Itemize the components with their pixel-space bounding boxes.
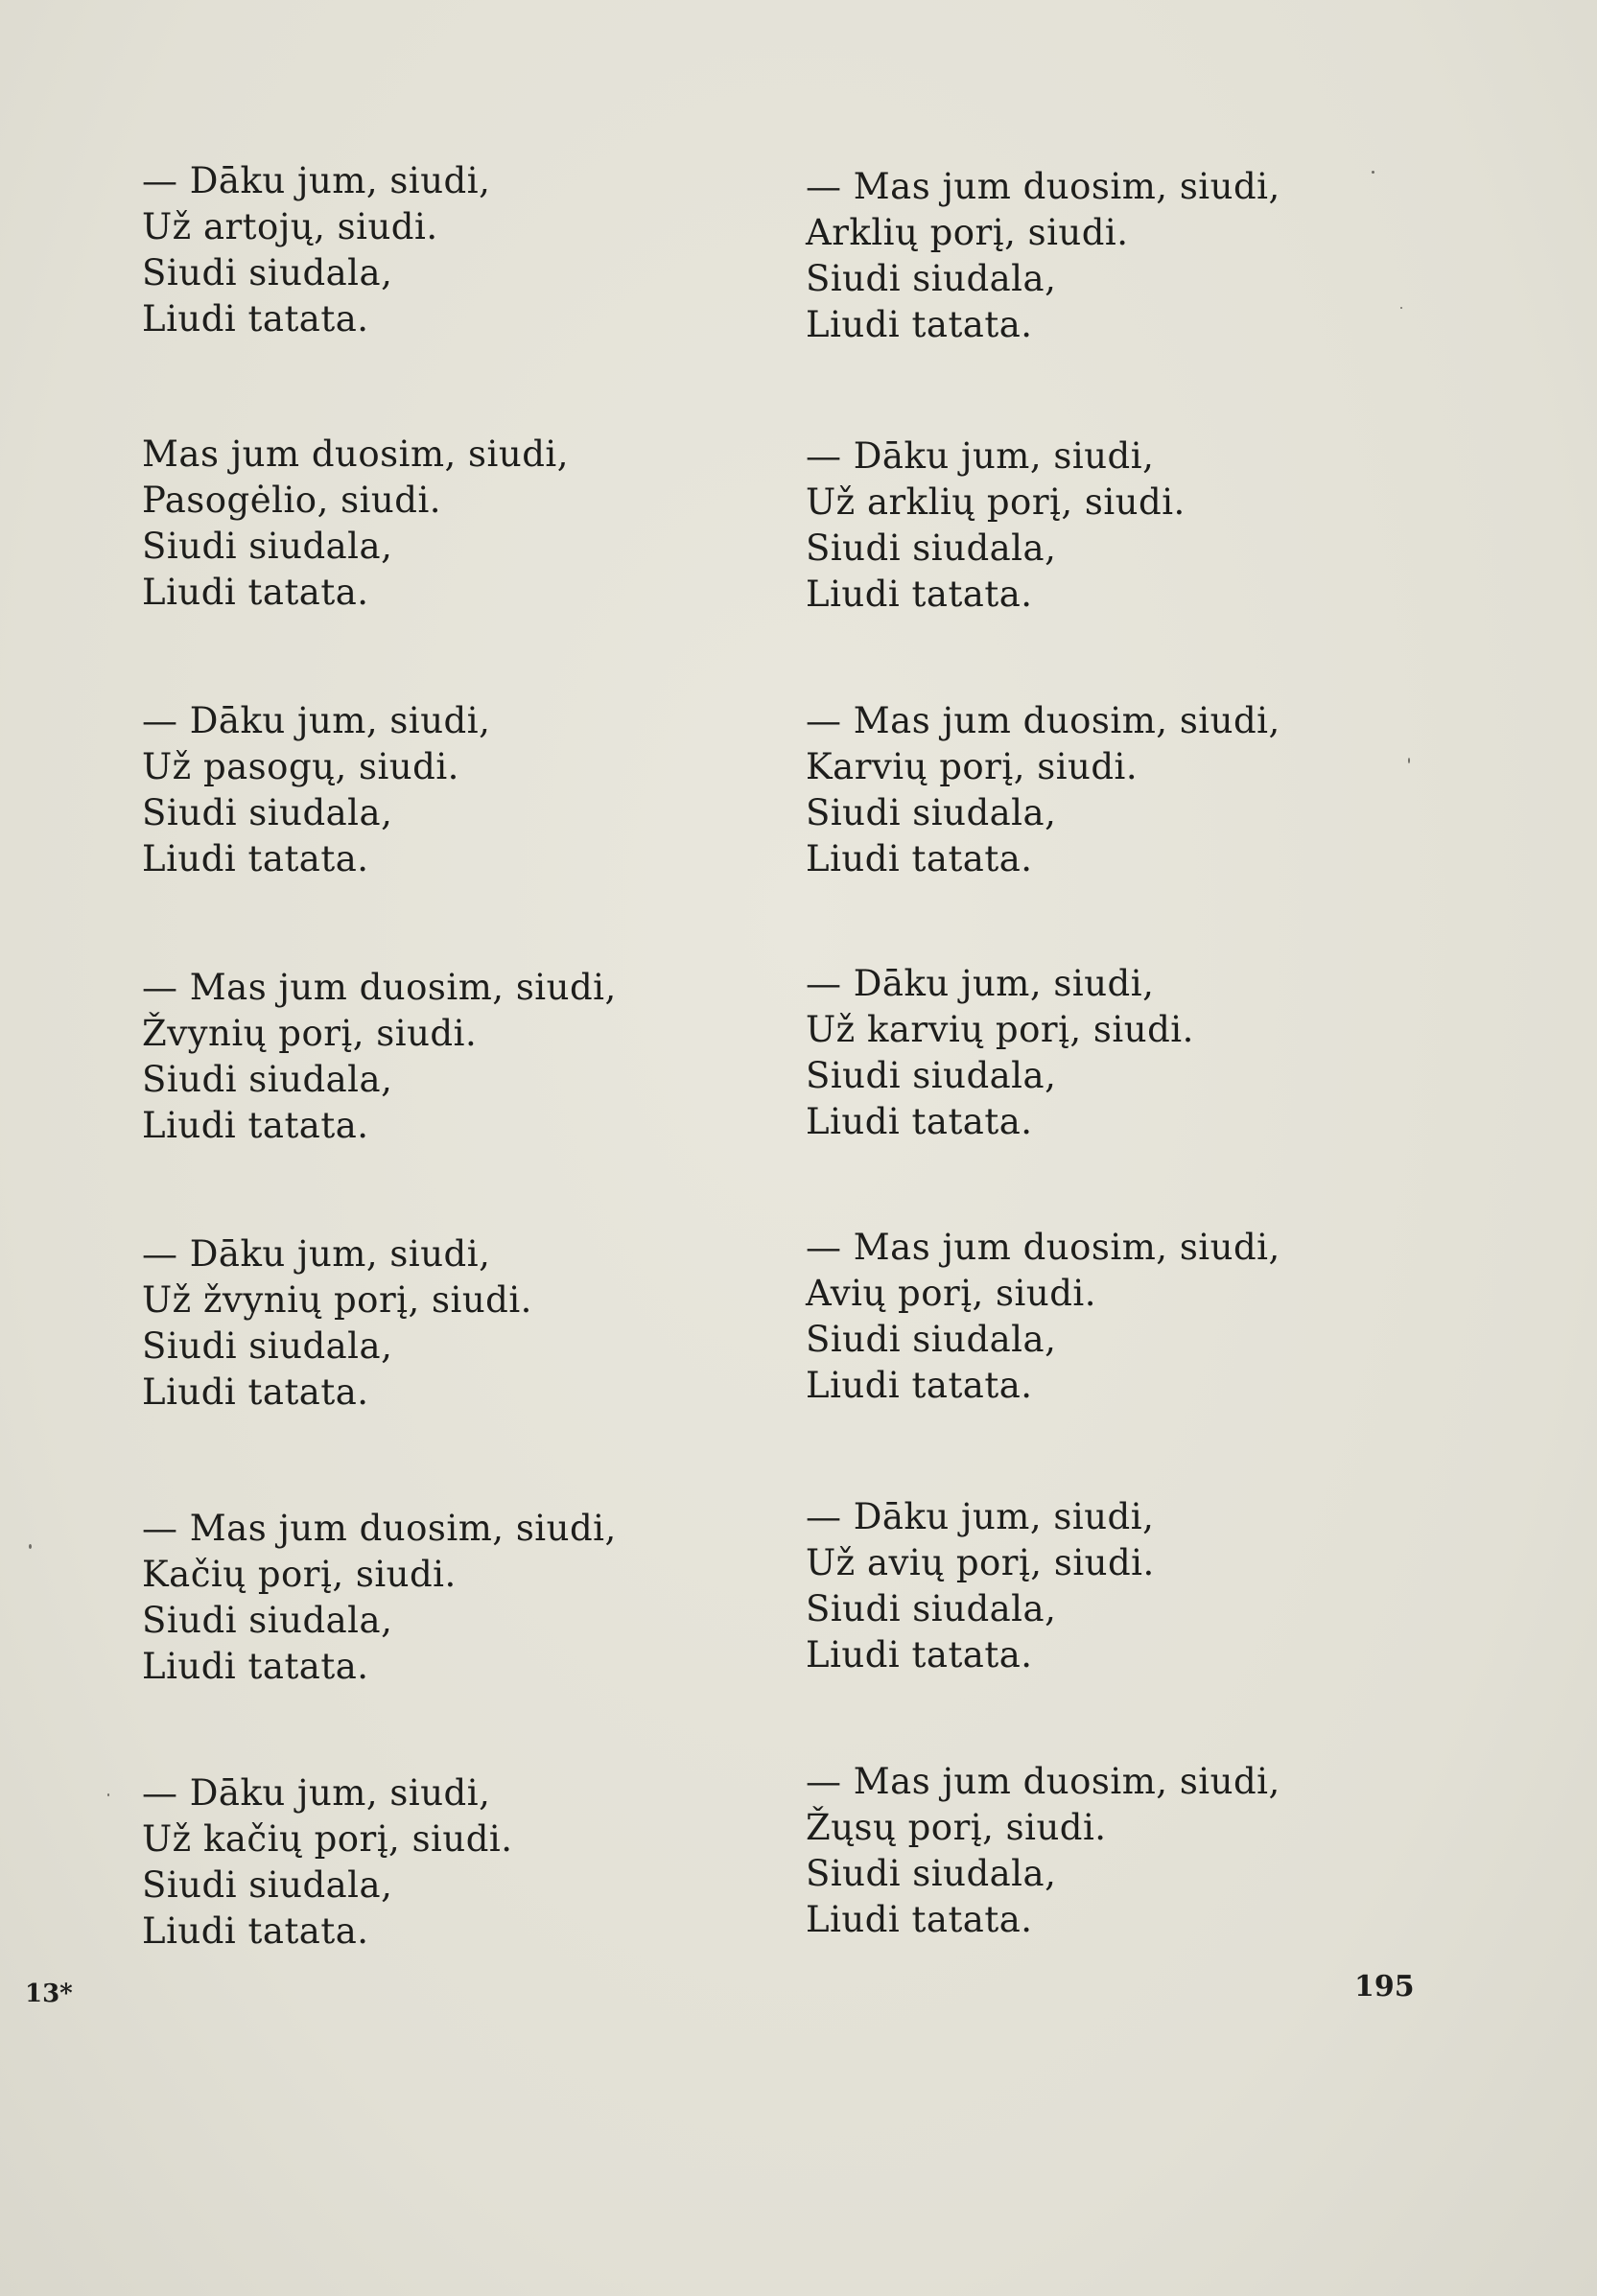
verse-line: — Dāku jum, siudi,: [142, 160, 491, 201]
verse-line: — Dāku jum, siudi,: [806, 963, 1155, 1004]
verse-line: Žvynių porį, siudi.: [142, 1013, 478, 1054]
verse-line: Liudi tatata.: [142, 1910, 369, 1952]
verse-line: Liudi tatata.: [806, 1634, 1033, 1675]
verse-line: Liudi tatata.: [806, 1899, 1033, 1940]
verse-line: — Mas jum duosim, siudi,: [806, 1761, 1280, 1802]
stanza-left-1: [142, 158, 490, 342]
verse-line: Avių porį, siudi.: [806, 1273, 1096, 1314]
stanza-right-2: [806, 433, 1186, 618]
print-speck: [29, 1544, 32, 1549]
stanza-right-1: [806, 164, 1280, 348]
verse-line: Siudi siudala,: [806, 1055, 1057, 1096]
verse-line: Arklių porį, siudi.: [806, 212, 1129, 253]
verse-line: Pasogėlio, siudi.: [142, 480, 442, 521]
verse-line: — Mas jum duosim, siudi,: [806, 700, 1280, 741]
verse-line: Liudi tatata.: [806, 1101, 1033, 1142]
verse-line: Siudi siudala,: [806, 527, 1057, 569]
verse-line: Už kačių porį, siudi.: [142, 1818, 513, 1860]
verse-line: Siudi siudala,: [806, 1319, 1057, 1360]
stanza-left-4: [142, 965, 617, 1149]
verse-line: Siudi siudala,: [142, 252, 393, 293]
stanza-right-3: [806, 698, 1280, 882]
verse-line: Siudi siudala,: [806, 258, 1057, 299]
verse-line: Siudi siudala,: [142, 1059, 393, 1100]
verse-line: Žųsų porį, siudi.: [806, 1807, 1107, 1848]
verse-line: Liudi tatata.: [142, 298, 369, 340]
verse-line: Už artojų, siudi.: [142, 206, 438, 247]
print-speck: [1408, 758, 1410, 763]
verse-line: — Mas jum duosim, siudi,: [142, 967, 617, 1008]
verse-line: Liudi tatata.: [142, 572, 369, 613]
verse-line: Liudi tatata.: [806, 1365, 1033, 1406]
verse-line: Už arklių porį, siudi.: [806, 481, 1186, 523]
verse-line: Karvių porį, siudi.: [806, 746, 1139, 787]
verse-line: Kačių porį, siudi.: [142, 1554, 457, 1595]
verse-line: Už žvynių porį, siudi.: [142, 1279, 532, 1321]
verse-line: Liudi tatata.: [142, 1646, 369, 1687]
verse-line: Siudi siudala,: [142, 1864, 393, 1906]
stanza-left-6: [142, 1506, 617, 1690]
verse-line: — Mas jum duosim, siudi,: [806, 1227, 1280, 1268]
verse-line: Siudi siudala,: [806, 792, 1057, 833]
stanza-left-7: [142, 1770, 513, 1955]
verse-line: Mas jum duosim, siudi,: [142, 433, 569, 475]
print-speck: [1400, 307, 1402, 309]
verse-line: — Mas jum duosim, siudi,: [142, 1508, 617, 1549]
verse-line: Liudi tatata.: [142, 1371, 369, 1413]
verse-line: Liudi tatata.: [806, 838, 1033, 879]
verse-line: Liudi tatata.: [142, 1105, 369, 1146]
stanza-right-7: [806, 1759, 1280, 1943]
stanza-right-4: [806, 961, 1194, 1145]
verse-line: — Mas jum duosim, siudi,: [806, 166, 1280, 207]
verse-line: — Dāku jum, siudi,: [806, 435, 1155, 477]
stanza-right-5: [806, 1225, 1280, 1409]
stanza-left-2: [142, 432, 569, 616]
verse-line: Liudi tatata.: [142, 838, 369, 879]
verse-line: Liudi tatata.: [806, 304, 1033, 345]
verse-line: Siudi siudala,: [142, 1600, 393, 1641]
verse-line: Siudi siudala,: [142, 526, 393, 567]
verse-line: Siudi siudala,: [142, 792, 393, 833]
stanza-right-6: [806, 1494, 1155, 1678]
verse-line: — Dāku jum, siudi,: [806, 1496, 1155, 1537]
verse-line: Siudi siudala,: [806, 1853, 1057, 1894]
verse-line: Už avių porį, siudi.: [806, 1542, 1155, 1583]
stanza-left-3: [142, 698, 490, 882]
verse-line: — Dāku jum, siudi,: [142, 700, 491, 741]
page-number: 195: [1354, 1970, 1415, 2003]
verse-line: Už karvių porį, siudi.: [806, 1009, 1194, 1050]
verse-line: Siudi siudala,: [806, 1588, 1057, 1629]
verse-line: Už pasogų, siudi.: [142, 746, 459, 787]
verse-line: — Dāku jum, siudi,: [142, 1772, 491, 1814]
verse-line: Siudi siudala,: [142, 1325, 393, 1367]
verse-line: — Dāku jum, siudi,: [142, 1233, 491, 1275]
print-speck: [1372, 171, 1374, 174]
signature-mark: 13*: [25, 1980, 73, 2008]
stanza-left-5: [142, 1231, 532, 1416]
print-speck: [107, 1793, 109, 1796]
verse-line: Liudi tatata.: [806, 574, 1033, 615]
